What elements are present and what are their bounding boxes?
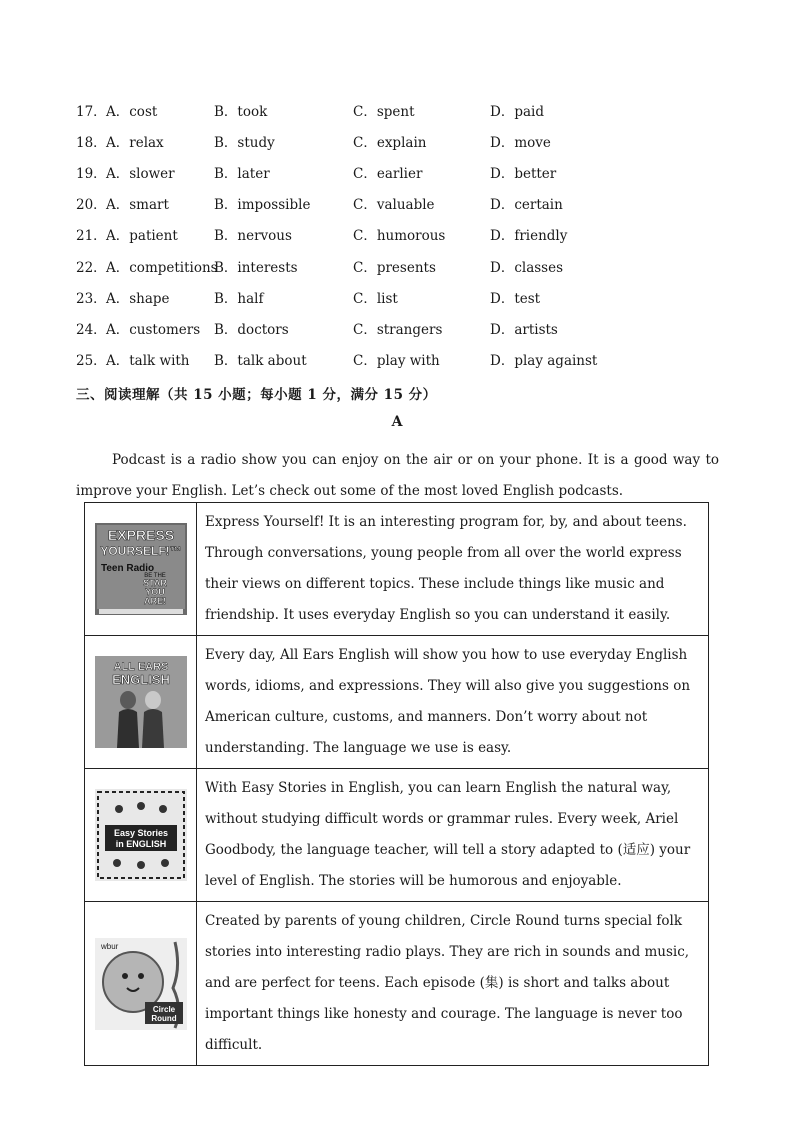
question-number: 24． (76, 322, 107, 338)
option-b: B．interests (214, 260, 298, 276)
logo-text: YOU (144, 587, 165, 597)
option-b: B．later (214, 166, 270, 182)
option-a: A．smart (106, 197, 169, 213)
podcast-description: Every day, All Ears English will show you how to use everyday English words, idioms, and expressions. They will also give you suggestions on American culture, customs, and manners. Don’t worry about not understanding. The language we use is easy. (197, 636, 709, 769)
podcast-logo-cell (85, 769, 197, 902)
option-c: C．strangers (353, 322, 443, 338)
logo-text: YOURSELF!™ (99, 544, 182, 558)
option-b: B．took (214, 104, 268, 120)
podcast-logo-cell (85, 636, 197, 769)
question-number: 17． (76, 104, 107, 120)
option-a: A．slower (106, 166, 175, 182)
option-a: A．shape (106, 291, 170, 307)
option-c: C．explain (353, 135, 427, 151)
option-d: D．classes (490, 260, 564, 276)
circle-round-logo (95, 938, 187, 1030)
podcast-row (85, 902, 709, 1066)
section-heading: 三、阅读理解（共 15 小题；每小题 1 分，满分 15 分） (76, 387, 437, 403)
option-d: D．test (490, 291, 541, 307)
logo-text: Circle (152, 1004, 175, 1014)
podcast-row (85, 769, 709, 902)
logo-text: ENGLISH (111, 672, 170, 687)
passage-label: A (391, 414, 403, 430)
logo-text: STAR (142, 578, 167, 588)
logo-text: in ENGLISH (115, 839, 166, 849)
logo-text: EXPRESS (107, 527, 174, 543)
intro-paragraph: Podcast is a radio show you can enjoy on the air or on your phone. It is a good way to improve your English. Let’s check out some of the most loved English podcasts. (76, 452, 719, 499)
podcast-description: Express Yourself! It is an interesting program for, by, and about teens. Through conversations, young people from all over the world express their views on different topics. These include things like music and friendship. It uses everyday English so you can understand it easily. (197, 503, 709, 636)
easy-stories-logo (95, 789, 187, 881)
question-number: 21． (76, 228, 107, 244)
question-number: 25． (76, 353, 107, 369)
option-d: D．move (490, 135, 551, 151)
podcast-row (85, 636, 709, 769)
podcast-description: With Easy Stories in English, you can learn English the natural way, without studying difficult words or grammar rules. Every week, Ariel Goodbody, the language teacher, will tell a story adapted to (适应) your level of English. The stories will be humorous and enjoyable. (197, 769, 709, 902)
option-c: C．play with (353, 353, 440, 369)
option-b: B．nervous (214, 228, 292, 244)
option-d: D．paid (490, 104, 544, 120)
podcast-logo-cell (85, 902, 197, 1066)
option-b: B．talk about (214, 353, 307, 369)
option-d: D．certain (490, 197, 563, 213)
option-c: C．earlier (353, 166, 423, 182)
option-b: B．impossible (214, 197, 311, 213)
option-b: B．doctors (214, 322, 289, 338)
option-a: A．relax (106, 135, 164, 151)
option-a: A．patient (106, 228, 178, 244)
question-number: 18． (76, 135, 107, 151)
passage-intro (76, 445, 719, 507)
question-number: 23． (76, 291, 107, 307)
logo-text: BE THE (143, 573, 166, 579)
logo-text: Round (150, 1013, 177, 1023)
express-yourself-logo (95, 523, 187, 615)
podcast-logo-cell (85, 503, 197, 636)
option-c: C．humorous (353, 228, 446, 244)
option-c: C．presents (353, 260, 436, 276)
question-number: 22． (76, 260, 107, 276)
option-a: A．talk with (106, 353, 190, 369)
option-d: D．artists (490, 322, 558, 338)
all-ears-english-logo (95, 656, 187, 748)
option-d: D．friendly (490, 228, 568, 244)
option-c: C．spent (353, 104, 415, 120)
logo-text: ARE! (143, 596, 166, 606)
question-number: 19． (76, 166, 107, 182)
logo-text: wbur (100, 941, 118, 951)
option-d: D．better (490, 166, 557, 182)
option-a: A．customers (106, 322, 201, 338)
logo-text: ALL EARS (113, 661, 168, 673)
option-c: C．valuable (353, 197, 435, 213)
option-b: B．study (214, 135, 275, 151)
logo-text: Easy Stories (113, 828, 168, 838)
podcast-row (85, 503, 709, 636)
option-c: C．list (353, 291, 398, 307)
podcast-description: Created by parents of young children, Circle Round turns special folk stories into interesting radio plays. They are rich in sounds and music, and are perfect for teens. Each episode (集) is short and talks about important things like honesty and courage. The language is never too difficult. (197, 902, 709, 1066)
logo-text: Teen Radio (100, 563, 154, 574)
option-b: B．half (214, 291, 264, 307)
podcast-table (84, 502, 709, 1066)
option-a: A．competitions (106, 260, 218, 276)
option-d: D．play against (490, 353, 598, 369)
option-a: A．cost (106, 104, 158, 120)
question-number: 20． (76, 197, 107, 213)
